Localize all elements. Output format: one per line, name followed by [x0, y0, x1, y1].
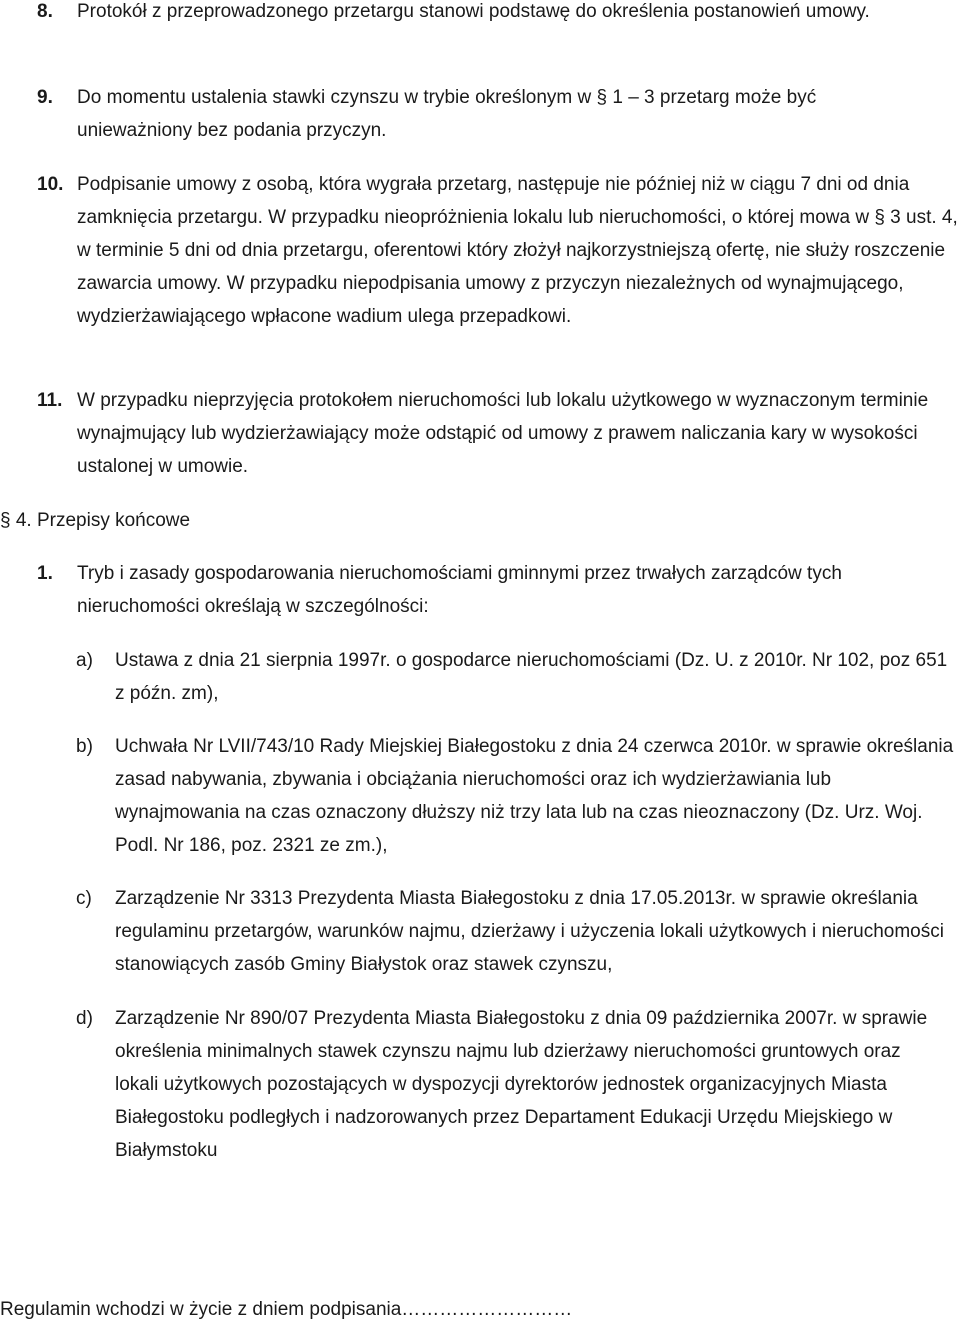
list-label: c) [76, 888, 92, 909]
list-item-c [76, 882, 960, 981]
list-label: d) [76, 1008, 93, 1029]
paragraph-number: 11. [37, 390, 63, 411]
paragraph-11 [37, 384, 960, 483]
paragraph-number: 10. [37, 174, 64, 195]
paragraph-text: Tryb i zasady gospodarowania nieruchomościami gminnymi przez trwałych zarządców tych nieruchomości określają w szczególności: [77, 563, 842, 617]
list-text: Zarządzenie Nr 890/07 Prezydenta Miasta Białegostoku z dnia 09 października 2007r. w sprawie określenia minimalnych stawek czynszu najmu lub dzierżawy nieruchomości gruntowych oraz lokali użytkowych pozostających w dyspozycji dyrektorów jednostek organizacyjnych Miasta Białegostoku podległych i nadzorowanych przez Departament Edukacji Urzędu Miejskiego w Białymstoku [115, 1008, 928, 1161]
list-item-b [76, 730, 960, 862]
section4-paragraph-1 [37, 557, 960, 623]
paragraph-text: Podpisanie umowy z osobą, która wygrała przetarg, następuje nie później niż w ciągu 7 dni od dnia zamknięcia przetargu. W przypadku nieopróżnienia lokalu lub nieruchomości, o której mowa w § 3 ust. 4, w terminie 5 dni od dnia przetargu, oferentowi który złożył najkorzystniejszą ofertę, nie służy roszczenie zawarcia umowy. W przypadku niepodpisania umowy z przyczyn niezależnych od wynajmującego, wydzierżawiającego wpłacone wadium ulega przepadkowi. [77, 174, 958, 327]
paragraph-text: Do momentu ustalenia stawki czynszu w trybie określonym w § 1 – 3 przetarg może być unieważniony bez podania przyczyn. [77, 87, 817, 141]
list-label: a) [76, 650, 93, 671]
paragraph-number: 8. [37, 1, 53, 22]
list-label: b) [76, 736, 93, 757]
list-text: Ustawa z dnia 21 sierpnia 1997r. o gospodarce nieruchomościami (Dz. U. z 2010r. Nr 102, poz 651 z późn. zm), [115, 650, 948, 704]
paragraph-number: 1. [37, 563, 53, 584]
paragraph-8 [37, 0, 960, 28]
list-item-a [76, 644, 960, 710]
footer-note: Regulamin wchodzi w życie z dniem podpisania……………………… [0, 1299, 573, 1320]
paragraph-10 [37, 168, 960, 333]
paragraph-9 [37, 81, 960, 147]
paragraph-number: 9. [37, 87, 53, 108]
list-text: Uchwała Nr LVII/743/10 Rady Miejskiej Białegostoku z dnia 24 czerwca 2010r. w sprawie określania zasad nabywania, zbywania i obciążania nieruchomości oraz ich wydzierżawiania lub wynajmowania na czas oznaczony dłuższy niż trzy lata lub na czas nieoznaczony (Dz. Urz. Woj. Podl. Nr 186, poz. 2321 ze zm.), [115, 736, 954, 856]
paragraph-text: Protokół z przeprowadzonego przetargu stanowi podstawę do określenia postanowień umowy. [77, 1, 870, 22]
section-heading: § 4. Przepisy końcowe [0, 510, 191, 531]
list-text: Zarządzenie Nr 3313 Prezydenta Miasta Białegostoku z dnia 17.05.2013r. w sprawie określania regulaminu przetargów, warunków najmu, dzierżawy i użyczenia lokali użytkowych i nieruchomości stanowiących zasób Gminy Białystok oraz stawek czynszu, [115, 888, 944, 975]
paragraph-text: W przypadku nieprzyjęcia protokołem nieruchomości lub lokalu użytkowego w wyznaczonym terminie wynajmujący lub wydzierżawiający może odstąpić od umowy z prawem naliczania kary w wysokości ustalonej w umowie. [77, 390, 929, 477]
list-item-d [76, 1002, 960, 1167]
